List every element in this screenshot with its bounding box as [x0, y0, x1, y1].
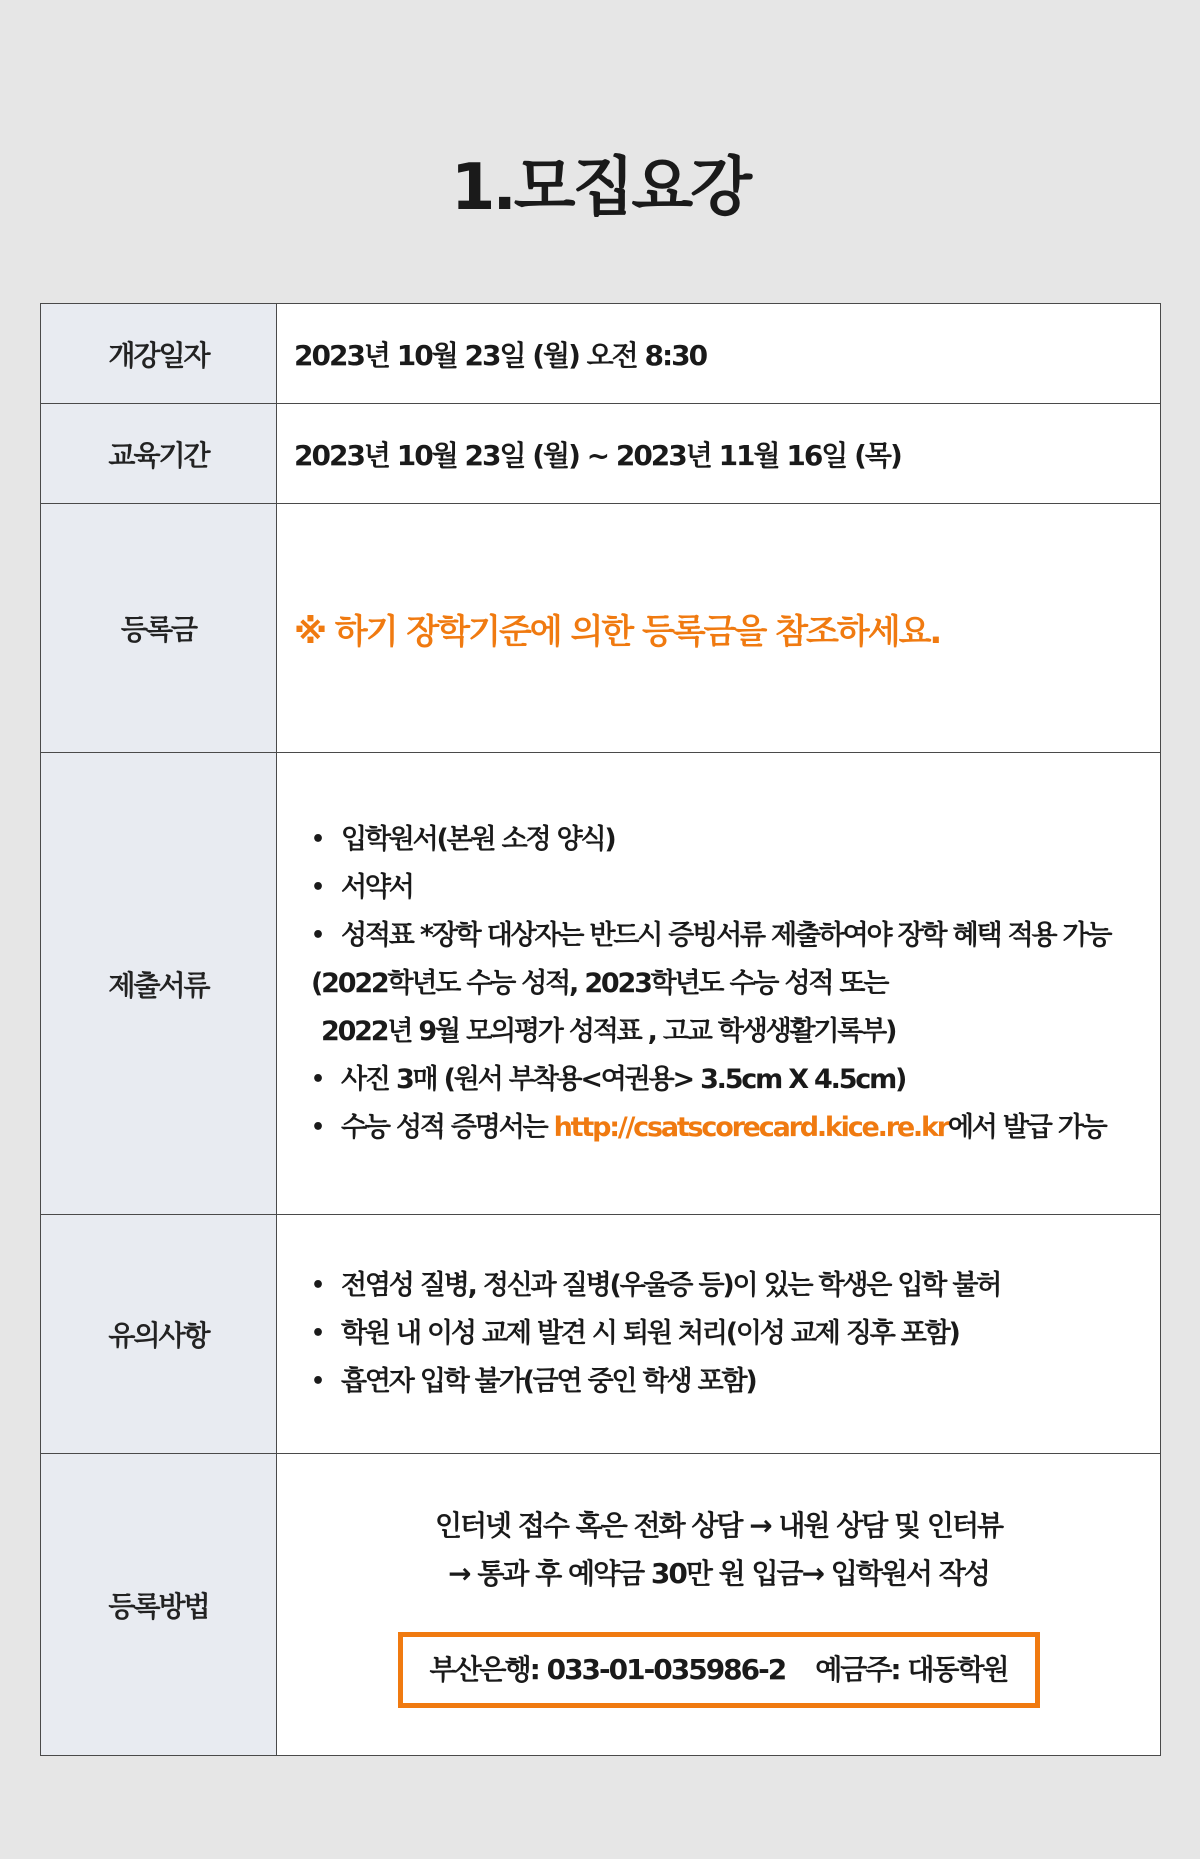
label-documents: 제출서류 [41, 753, 277, 1215]
value-opening-date: 2023년 10월 23일 (월) 오전 8:30 [277, 304, 1161, 404]
list-item-continuation: 2022년 9월 모의평가 성적표 , 고교 학생생활기록부) [321, 1015, 896, 1047]
list-item: • 학원 내 이성 교제 발견 시 퇴원 처리(이성 교제 징후 포함) [311, 1310, 1160, 1358]
row-documents [41, 753, 1161, 1215]
bullet-dot-icon: • [311, 922, 323, 948]
bullet-dot-icon: • [311, 1114, 323, 1140]
list-item: • 흡연자 입학 불가(금연 중인 학생 포함) [311, 1358, 1160, 1406]
label-method: 등록방법 [41, 1454, 277, 1756]
bullet-dot-icon: • [311, 874, 323, 900]
row-method [41, 1454, 1161, 1756]
list-item-continuation: (2022학년도 수능 성적, 2023학년도 수능 성적 또는 [311, 967, 888, 999]
recruitment-table [40, 303, 1161, 1756]
row-tuition [41, 504, 1161, 753]
row-opening-date [41, 304, 1161, 404]
bullet-dot-icon: • [311, 1066, 323, 1092]
bank-account: 부산은행: 033-01-035986-2 [429, 1652, 786, 1686]
list-item: • 성적표 *장학 대상자는 반드시 증빙서류 제출하여야 장학 혜택 적용 가능 [311, 912, 1160, 960]
row-period [41, 404, 1161, 504]
list-item: • 입학원서(본원 소정 양식) [311, 816, 1160, 864]
list-item: • 사진 3매 (원서 부착용<여권용> 3.5cm X 4.5cm) [311, 1056, 1160, 1104]
bullet-dot-icon: • [311, 1369, 323, 1394]
label-notes: 유의사항 [41, 1215, 277, 1454]
row-notes [41, 1215, 1161, 1454]
value-tuition [277, 504, 1161, 753]
list-item: • 서약서 [311, 864, 1160, 912]
label-opening-date: 개강일자 [41, 304, 277, 404]
list-item: • 전염성 질병, 정신과 질병(우울증 등)이 있는 학생은 입학 불허 [311, 1262, 1160, 1310]
notes-list [277, 1262, 1160, 1406]
method-content [277, 1502, 1160, 1708]
bullet-dot-icon: • [311, 1321, 323, 1346]
tuition-note: ※ 하기 장학기준에 의한 등록금을 참조하세요. [294, 611, 941, 652]
label-tuition: 등록금 [41, 504, 277, 753]
value-method [277, 1454, 1161, 1756]
bullet-dot-icon: • [311, 826, 323, 852]
value-notes [277, 1215, 1161, 1454]
label-period: 교육기간 [41, 404, 277, 504]
list-item: • 수능 성적 증명서는 http://csatscorecard.kice.re.kr에서 발급 가능 [311, 1104, 1160, 1152]
value-documents [277, 753, 1161, 1215]
bullet-dot-icon: • [311, 1273, 323, 1298]
bank-account-box [398, 1632, 1040, 1708]
value-period: 2023년 10월 23일 (월) ~ 2023년 11월 16일 (목) [277, 404, 1161, 504]
documents-list [277, 816, 1160, 1152]
method-line-2: → 통과 후 예약금 30만 원 입금→ 입학원서 작성 [448, 1556, 989, 1590]
account-holder: 예금주: 대동학원 [815, 1652, 1008, 1686]
method-line-1: 인터넷 접수 혹은 전화 상담 → 내원 상담 및 인터뷰 [434, 1508, 1003, 1542]
csat-scorecard-link[interactable]: http://csatscorecard.kice.re.kr [553, 1111, 948, 1143]
page-title: 1.모집요강 [450, 151, 750, 225]
